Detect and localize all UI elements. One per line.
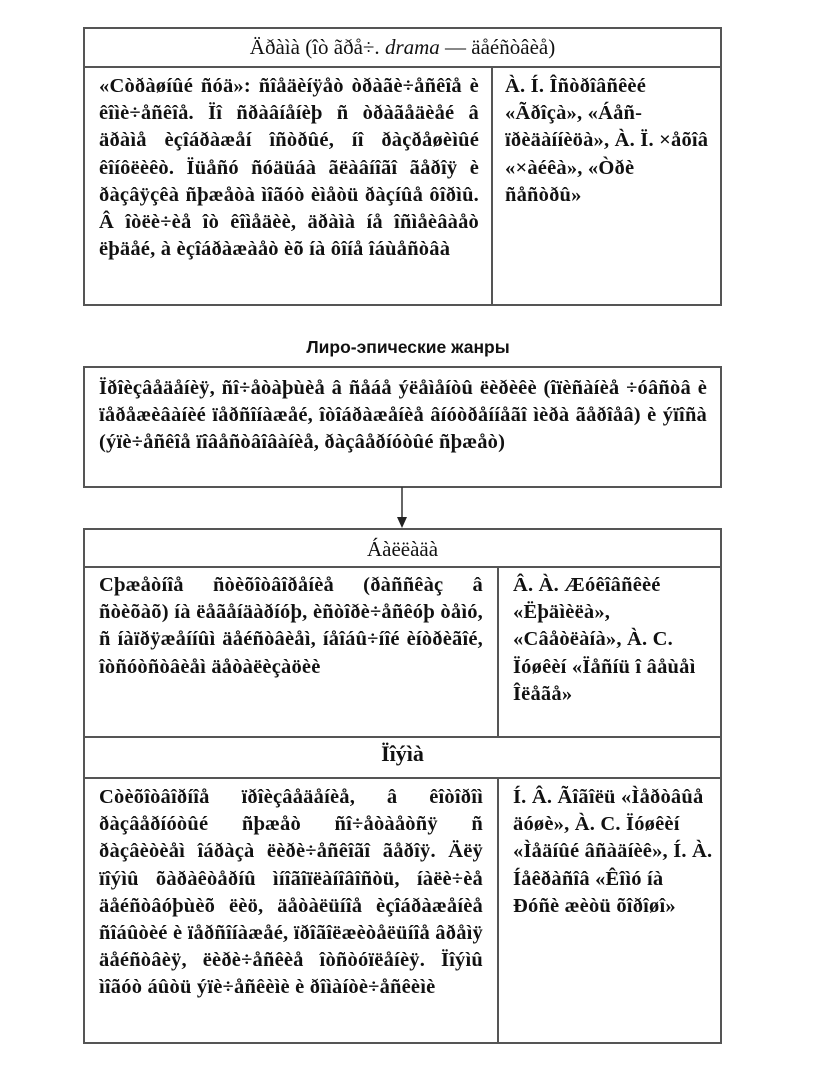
divider: [85, 777, 720, 779]
divider: [497, 777, 499, 1042]
genres-table: [83, 528, 722, 1044]
poem-description: [99, 784, 483, 1002]
lyro-epic-definition-box: [83, 366, 722, 488]
drama-description: [99, 73, 479, 263]
drama-examples-text: À. Í. Îñòðîâñêèé «Ãðîçà», «Áåñïðèäàííèöà», À. Ï. ×åõîâ «×àéêà», «Òðè ñåñòðû»: [505, 75, 709, 206]
section-title: Лиро-эпические жанры: [306, 337, 510, 357]
drama-header-prefix: Äðàìà (îò ãðå÷.: [249, 35, 385, 59]
divider: [491, 66, 493, 304]
ballad-description-text: Cþæåòíîå ñòèõîòâîðåíèå (ðàññêàç â ñòèõàõ) íà ëåãåíäàðíóþ, èñòîðè÷åñêóþ òåìó, ñ íàïðÿæåííûì äåéñòâèåì, íåîáû÷íîé èíòðèãîé, îòñóòñòâèåì äåòàëèçàöèè: [99, 574, 483, 678]
lyro-epic-definition: [99, 375, 707, 457]
poem-description-text: Còèõîòâîðíîå ïðîèçâåäåíèå, â êîòîðîì ðàçâåðíóòûé ñþæåò ñî÷åòàåòñÿ ñ ðàçâèòèåì îáðàçà ëèðè÷åñêîãî ãåðîÿ. Äëÿ ïîýìû õàðàêòåðíû ìíîãîïëàíîâîñòü, íàëè÷èå äåéñòâóþùèõ ëèö, äåòàëüíîå èçîáðàæåíèå ñîáûòèé è ïåðñîíàæåé, ïðîãîëæèòåëüíîå âðåìÿ äåéñòâèÿ, ëèðè÷åñêèå îòñòóïëåíèÿ. Ïîýìû ìîãóò áûòü ýïè÷åñêèìè è ðîìàíòè÷åñêèìè: [99, 786, 483, 999]
drama-table: [83, 27, 722, 306]
ballad-description: [99, 572, 483, 681]
ballad-examples: [513, 572, 713, 708]
poem-header: Ïîýìà: [381, 741, 424, 766]
drama-examples: [505, 73, 715, 209]
divider: [85, 566, 720, 568]
ballad-header: Áàëëàäà: [366, 537, 439, 561]
drama-header-suffix: — äåéñòâèå): [439, 35, 556, 59]
divider: [497, 566, 499, 738]
drama-description-text: «Còðàøíûé ñóä»: ñîåäèíÿåò òðàãè÷åñêîå è êîìè÷åñêîå. Ïî ñðàâíåíèþ ñ òðàãåäèåé â äðàìå èçîáðàæåí îñòðûé, íî ðàçðåøèìûé êîíôëèêò. Ïüåñó ñóäüáà ãëàâíîãî ãåðîÿ è ðàçâÿçêà ñþæåòà ìîãóò èìåòü ðàçíûå ôîðìû. Â îòëè÷èå îò êîìåäèè, äðàìà íå îñìåèâàåò ëþäåé, à èçîáðàæàåò èõ íà ôîíå îáùåñòâà: [99, 75, 479, 261]
drama-header-italic: drama: [384, 35, 440, 59]
divider: [85, 736, 720, 738]
divider: [85, 66, 720, 68]
down-arrow-icon: [394, 487, 410, 529]
lyro-epic-definition-text: Ïðîèçâåäåíèÿ, ñî÷åòàþùèå â ñåáå ýëåìåíòû ëèðèêè (îïèñàíèå ÷óâñòâ è ïåðåæèâàíèé ïåðñîíàæåé, îòîáðàæåíèå âíóòðåííåãî ìèðà ãåðîåâ) è ýïîñà (ýïè÷åñêîå ïîâåñòâîâàíèå, ðàçâåðíóòûé ñþæåò): [99, 377, 707, 454]
poem-examples-text: Í. Â. Ãîãîëü «Ìåðòâûå äóøè», À. C. Ïóøêèí «Ìåäíûé âñàäíèê», Í. À. Íåêðàñîâ «Êîìó íà Ðóñè æèòü õîðîøî»: [513, 786, 713, 917]
poem-examples: [513, 784, 713, 920]
drama-table-header: [85, 35, 720, 60]
ballad-examples-text: Â. À. Æóêîâñêèé «Ëþäìèëà», «Câåòëàíà», À. C. Ïóøêèí «Ïåñíü î âåùåì Îëåãå»: [513, 574, 696, 705]
